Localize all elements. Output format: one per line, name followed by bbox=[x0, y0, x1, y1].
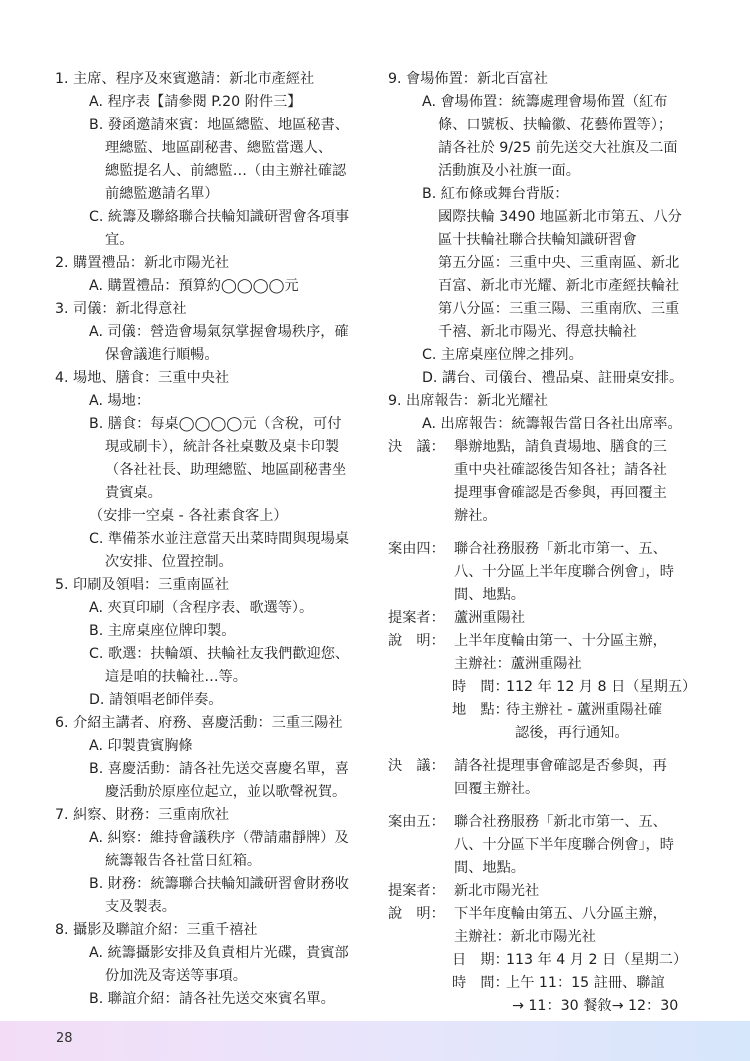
explanation-5-time-value: 上午 11：15 註冊、聯誼 bbox=[506, 975, 665, 991]
section-7-title: 7. 糾察、財務：三重南欣社 bbox=[55, 807, 230, 823]
case-5-key: 案由五： bbox=[388, 814, 445, 830]
section-3-item-a-line2: 保會議進行順暢。 bbox=[105, 347, 219, 363]
explanation-4-place-line2: 認後，再行通知。 bbox=[515, 725, 629, 741]
section-9-item-a-line3: 請各社於 9/25 前先送交大社旗及二面 bbox=[438, 140, 678, 156]
explanation-4-key: 說 明： bbox=[388, 633, 445, 649]
section-2-title: 2. 購置禮品：新北市陽光社 bbox=[55, 255, 230, 271]
resolution-1-line3: 提理事會確認是否參與，再回覆主 bbox=[454, 485, 667, 501]
section-4-item-a: A. 場地： bbox=[89, 393, 151, 409]
explanation-4-time-key: 時 間： bbox=[452, 679, 509, 695]
section-9-item-d: D. 講台、司儀台、禮品桌、註冊桌安排。 bbox=[422, 370, 684, 386]
resolution-1-line1: 舉辦地點，請負責場地、膳食的三 bbox=[454, 439, 667, 455]
explanation-4-text: 上半年度輪由第一、十分區主辦， bbox=[454, 633, 667, 649]
explanation-5-text: 下半年度輪由第五、八分區主辦， bbox=[454, 906, 667, 922]
banner-text-line2: 區十扶輪社聯合扶輪知識研習會 bbox=[438, 232, 637, 248]
section-4-item-b-line2: 現或刷卡），統計各社桌數及桌卡印製 bbox=[105, 439, 340, 455]
section-5-item-d: D. 請領唱老師伴奏。 bbox=[89, 692, 223, 708]
proposer-5-value: 新北市陽光社 bbox=[454, 883, 540, 899]
section-5-item-a: A. 夾頁印刷（含程序表、歌選等）。 bbox=[89, 600, 314, 616]
section-1-item-b-line2: 理總監、地區副秘書、總監當選人、 bbox=[105, 140, 333, 156]
section-8-item-a-line2: 份加洗及寄送等事項。 bbox=[105, 968, 247, 984]
section-5-item-c-line2: 這是咱的扶輪社…等。 bbox=[105, 669, 247, 685]
explanation-4-place bbox=[388, 699, 700, 722]
section-8-item-a-line1: A. 統籌攝影安排及負責相片光碟，貴賓部 bbox=[89, 945, 349, 961]
proposer-5-key: 提案者： bbox=[388, 883, 445, 899]
section-1-item-b-line1: B. 發函邀請來賓：地區總監、地區秘書、 bbox=[89, 117, 349, 133]
section-3-title: 3. 司儀：新北得意社 bbox=[55, 301, 187, 317]
banner-text-line3: 第五分區：三重中央、三重南區、新北 bbox=[438, 255, 680, 271]
case-4-line1: 聯合社務服務「新北市第一、五、 bbox=[454, 541, 667, 557]
case-4-line2: 八、十分區上半年度聯合例會」，時 bbox=[454, 564, 674, 580]
case-5 bbox=[388, 811, 700, 880]
section-9-item-a-line1: A. 會場佈置：統籌處理會場佈置（紅布 bbox=[422, 94, 668, 110]
right-column bbox=[388, 68, 700, 1018]
section-7-item-a-line2: 統籌報告各社當日紅箱。 bbox=[105, 853, 262, 869]
footer-gradient-bar bbox=[0, 1021, 750, 1061]
section-8-item-b: B. 聯誼介紹：請各社先送交來賓名單。 bbox=[89, 991, 335, 1007]
section-9-item-c: C. 主席桌座位牌之排列。 bbox=[422, 347, 583, 363]
resolution-2-line2: 回覆主辦社。 bbox=[454, 781, 540, 797]
explanation-5-date-key: 日 期： bbox=[452, 952, 509, 968]
resolution-1-key: 決 議： bbox=[388, 439, 445, 455]
resolution-1 bbox=[388, 436, 700, 528]
case-5-line2: 八、十分區下半年度聯合例會」，時 bbox=[454, 837, 674, 853]
attendance-title: 9. 出席報告：新北光耀社 bbox=[388, 393, 548, 409]
proposer-4-key: 提案者： bbox=[388, 610, 445, 626]
explanation-5-time-key: 時 間： bbox=[452, 975, 509, 991]
section-7-item-b-line2: 支及製表。 bbox=[105, 899, 176, 915]
explanation-4 bbox=[388, 630, 700, 676]
section-1-item-b-line4: 前總監邀請名單） bbox=[105, 186, 219, 202]
section-5-title: 5. 印刷及領唱：三重南區社 bbox=[55, 577, 230, 593]
section-9-item-b: B. 紅布條或舞台背版： bbox=[422, 186, 569, 202]
section-1-item-a: A. 程序表【請參閱 P.20 附件三】 bbox=[89, 94, 302, 110]
resolution-1-line2: 重中央社確認後告知各社；請各社 bbox=[454, 462, 667, 478]
banner-text-line1: 國際扶輪 3490 地區新北市第五、八分 bbox=[438, 209, 682, 225]
section-9-item-a-line4: 活動旗及小社旗一面。 bbox=[438, 163, 580, 179]
section-1-item-c-line2: 宜。 bbox=[105, 232, 134, 248]
resolution-1-line4: 辦社。 bbox=[454, 508, 497, 524]
page-number: 28 bbox=[56, 1031, 73, 1046]
section-4-item-b-line3: （各社社長、助理總監、地區副秘書坐 bbox=[105, 462, 347, 478]
proposer-4 bbox=[388, 607, 700, 630]
banner-text-line5: 第八分區：三重三陽、三重南欣、三重 bbox=[438, 301, 680, 317]
case-4-key: 案由四： bbox=[388, 541, 445, 557]
explanation-4-time-value: 112 年 12 月 8 日（星期五） bbox=[506, 679, 697, 695]
resolution-2-line1: 請各社提理事會確認是否參與，再 bbox=[454, 758, 667, 774]
section-4-item-b-line4: 貴賓桌。 bbox=[105, 485, 162, 501]
explanation-5-time bbox=[388, 972, 700, 995]
section-8-title: 8. 攝影及聯誼介紹：三重千禧社 bbox=[55, 922, 258, 938]
left-column bbox=[55, 68, 365, 1011]
explanation-5 bbox=[388, 903, 700, 949]
section-5-item-c-line1: C. 歌選：扶輪頌、扶輪社友我們歡迎您、 bbox=[89, 646, 350, 662]
explanation-5-key: 說 明： bbox=[388, 906, 445, 922]
section-6-item-b-line2: 慶活動於原座位起立，並以歌聲祝賀。 bbox=[105, 784, 347, 800]
case-5-line3: 間、地點。 bbox=[454, 860, 525, 876]
explanation-5-date bbox=[388, 949, 700, 972]
section-1-title: 1. 主席、程序及來賓邀請：新北市產經社 bbox=[55, 71, 315, 87]
section-4-title: 4. 場地、膳食：三重中央社 bbox=[55, 370, 230, 386]
section-7-item-a-line1: A. 糾察：維持會議秩序（帶請肅靜牌）及 bbox=[89, 830, 349, 846]
section-6-title: 6. 介紹主講者、府務、喜慶活動：三重三陽社 bbox=[55, 715, 343, 731]
explanation-4-place-key: 地 點： bbox=[452, 702, 509, 718]
section-9-item-a-line2: 條、口號板、扶輪徽、花藝佈置等）； bbox=[438, 117, 673, 133]
case-4-line3: 間、地點。 bbox=[454, 587, 525, 603]
explanation-4-time bbox=[388, 676, 700, 699]
section-1-item-c-line1: C. 統籌及聯絡聯合扶輪知識研習會各項事 bbox=[89, 209, 350, 225]
explanation-4-host: 主辦社：蘆洲重陽社 bbox=[454, 656, 582, 672]
section-6-item-b-line1: B. 喜慶活動：請各社先送交喜慶名單，喜 bbox=[89, 761, 349, 777]
case-5-line1: 聯合社務服務「新北市第一、五、 bbox=[454, 814, 667, 830]
section-9-title: 9. 會場佈置：新北百富社 bbox=[388, 71, 548, 87]
attendance-item-a: A. 出席報告：統籌報告當日各社出席率。 bbox=[422, 416, 682, 432]
section-1-item-b-line3: 總監提名人、前總監…（由主辦社確認 bbox=[105, 163, 347, 179]
resolution-2-key: 決 議： bbox=[388, 758, 445, 774]
section-6-item-a: A. 印製貴賓胸條 bbox=[89, 738, 193, 754]
banner-text-line6: 千禧、新北市陽光、得意扶輪社 bbox=[438, 324, 637, 340]
resolution-2 bbox=[388, 755, 700, 801]
explanation-4-place-value: 待主辦社 - 蘆洲重陽社確 bbox=[506, 702, 663, 718]
proposer-5 bbox=[388, 880, 700, 903]
section-4-item-c-line1: C. 準備茶水並注意當天出菜時間與現場桌 bbox=[89, 531, 350, 547]
section-4-item-b-line1: B. 膳食：每桌◯◯◯◯元（含稅，可付 bbox=[89, 416, 342, 432]
section-3-item-a-line1: A. 司儀：營造會場氣氛掌握會場秩序，確 bbox=[89, 324, 349, 340]
explanation-5-host: 主辦社：新北市陽光社 bbox=[454, 929, 596, 945]
explanation-5-time-line2: → 11：30 餐敘→ 12：30 bbox=[512, 998, 679, 1014]
explanation-5-date-value: 113 年 4 月 2 日（星期二） bbox=[506, 952, 688, 968]
section-4-note: （安排一空桌 - 各社素食客上） bbox=[89, 508, 288, 524]
case-4 bbox=[388, 538, 700, 607]
banner-text-line4: 百富、新北市光耀、新北市產經扶輪社 bbox=[438, 278, 680, 294]
section-5-item-b: B. 主席桌座位牌印製。 bbox=[89, 623, 236, 639]
section-2-item-a: A. 購置禮品：預算約◯◯◯◯元 bbox=[89, 278, 299, 294]
section-4-item-c-line2: 次安排、位置控制。 bbox=[105, 554, 233, 570]
proposer-4-value: 蘆洲重陽社 bbox=[454, 610, 525, 626]
section-7-item-b-line1: B. 財務：統籌聯合扶輪知識研習會財務收 bbox=[89, 876, 349, 892]
